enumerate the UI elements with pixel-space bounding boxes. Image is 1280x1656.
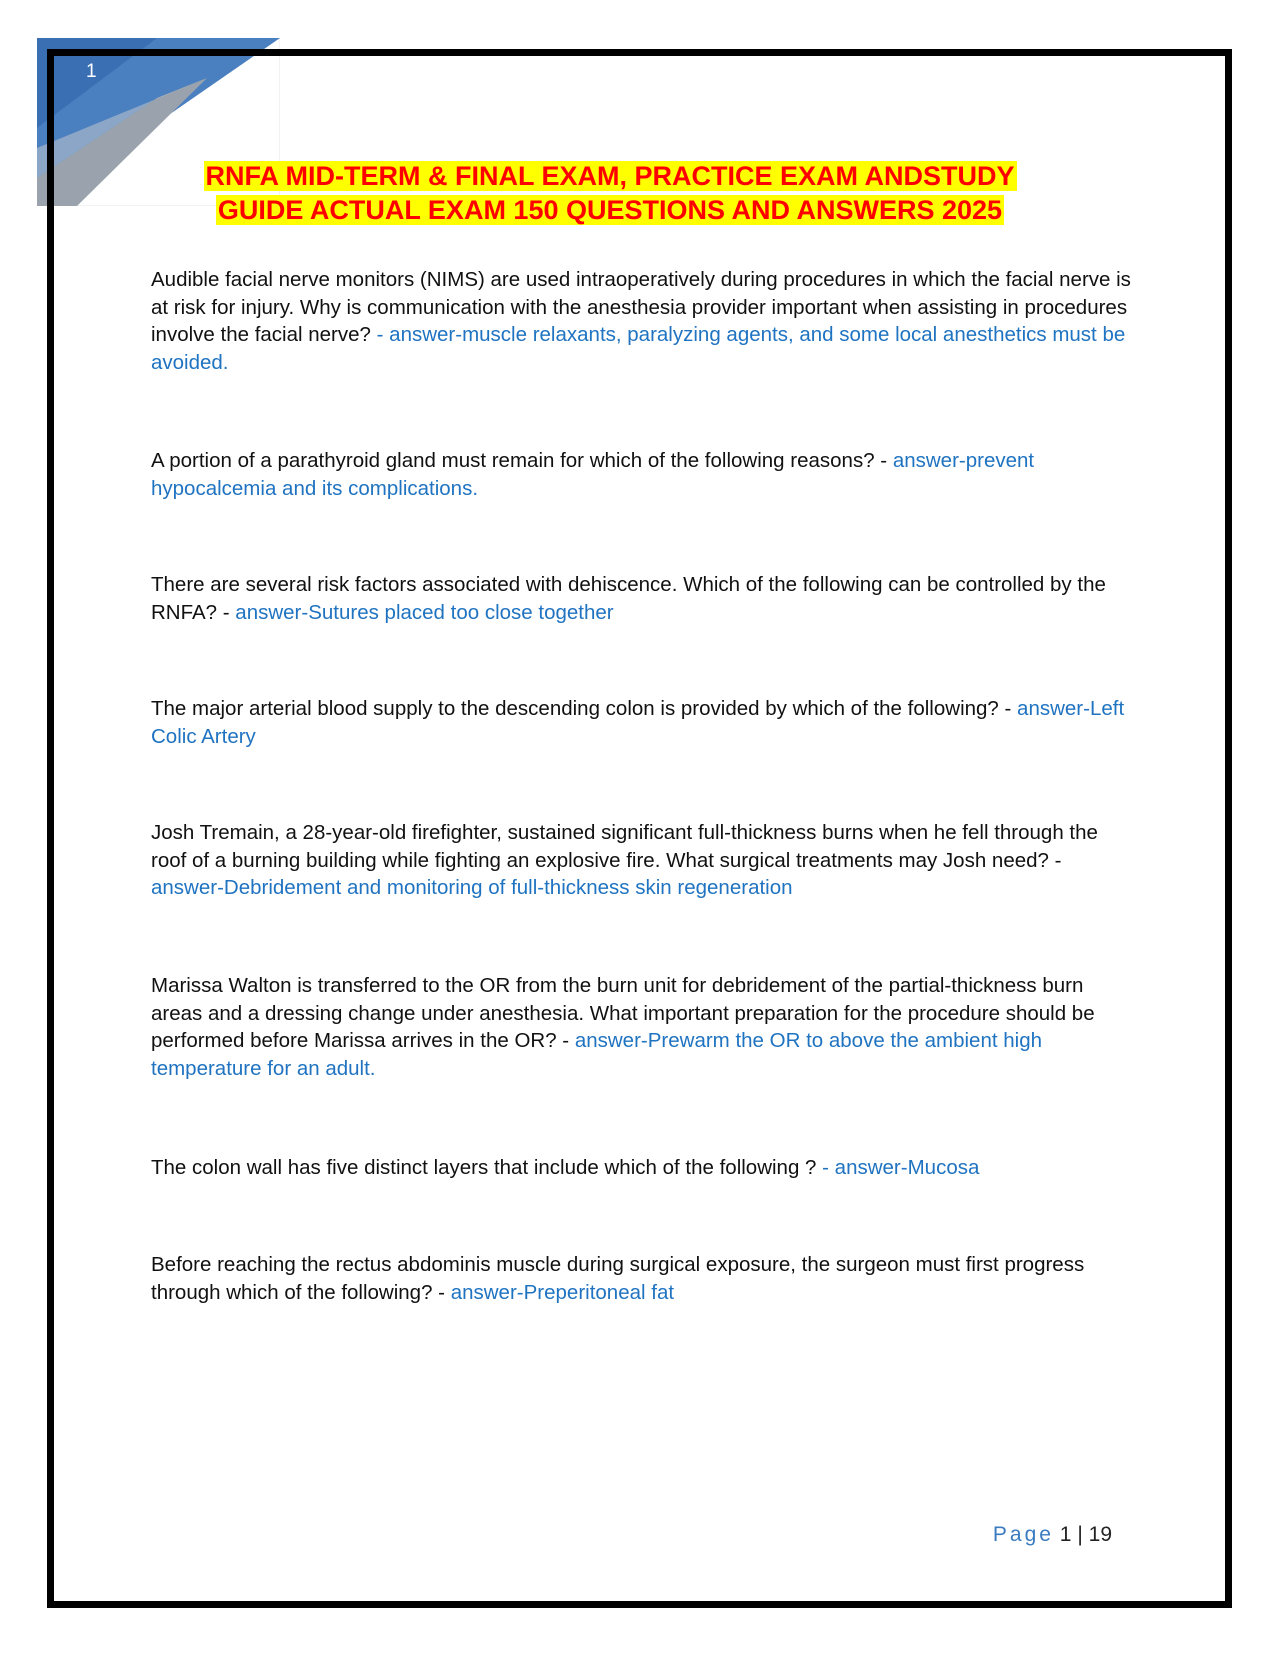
qa-item — [151, 266, 1136, 376]
qa-item — [151, 571, 1136, 626]
answer-text: answer-Sutures placed too close together — [235, 600, 614, 624]
answer-text: answer-Left Colic Artery — [151, 697, 1125, 748]
page-footer — [993, 1521, 1112, 1549]
answer-text: - answer-Mucosa — [822, 1156, 980, 1179]
current-page: 1 — [1059, 1523, 1072, 1546]
question-text: A portion of a parathyroid gland must remain for which of the following reasons? - — [151, 449, 893, 472]
question-text: The major arterial blood supply to the descending colon is provided by which of the following? - — [151, 697, 1018, 720]
question-text: Marissa Walton is transferred to the OR from the burn unit for debridement of the partial-thickness burn areas and a dressing change under anesthesia. What important preparation for the procedure should be performed before Marissa arrives in the OR? - — [151, 974, 1095, 1052]
page-label: Page — [992, 1523, 1054, 1546]
document-title — [180, 159, 1040, 227]
title-line-2: GUIDE ACTUAL EXAM 150 QUESTIONS AND ANSWERS 2025 — [217, 195, 1003, 225]
qa-item — [151, 972, 1136, 1082]
answer-text: answer-Debridement and monitoring of full-thickness skin regeneration — [151, 876, 793, 899]
qa-item — [151, 1251, 1136, 1306]
qa-item — [151, 1154, 1136, 1182]
question-text: Josh Tremain, a 28-year-old firefighter, sustained significant full-thickness burns when he fell through the roof of a burning building while fighting an explosive fire. What surgical treatments may Josh need? - — [151, 821, 1098, 872]
page-separator: | — [1077, 1523, 1083, 1546]
qa-item — [151, 695, 1136, 750]
qa-item — [151, 819, 1136, 902]
question-text: Audible facial nerve monitors (NIMS) are used intraoperatively during procedures in which the facial nerve is at risk for injury. Why is communication with the anesthesia provider important when assisting in procedures involve the facial nerve? — [151, 268, 1131, 346]
total-pages: 19 — [1088, 1523, 1112, 1546]
title-line-1: RNFA MID-TERM & FINAL EXAM, PRACTICE EXAM ANDSTUDY — [205, 161, 1015, 191]
answer-text: answer-Prewarm the OR to above the ambient high temperature for an adult. — [151, 1029, 1043, 1080]
question-text: The colon wall has five distinct layers that include which of the following ? — [151, 1156, 823, 1179]
answer-text: - answer-muscle relaxants, paralyzing agents, and some local anesthetics must be avoided. — [151, 323, 1126, 374]
answer-text: answer-prevent hypocalcemia and its complications. — [151, 449, 1035, 500]
qa-item — [151, 447, 1136, 502]
question-text: Before reaching the rectus abdominis muscle during surgical exposure, the surgeon must first progress through which of the following? - — [151, 1253, 1085, 1304]
corner-page-number: 1 — [86, 61, 97, 82]
answer-text: answer-Preperitoneal fat — [450, 1280, 675, 1304]
question-text: There are several risk factors associated with dehiscence. Which of the following can be controlled by the RNFA? - — [151, 573, 1106, 624]
